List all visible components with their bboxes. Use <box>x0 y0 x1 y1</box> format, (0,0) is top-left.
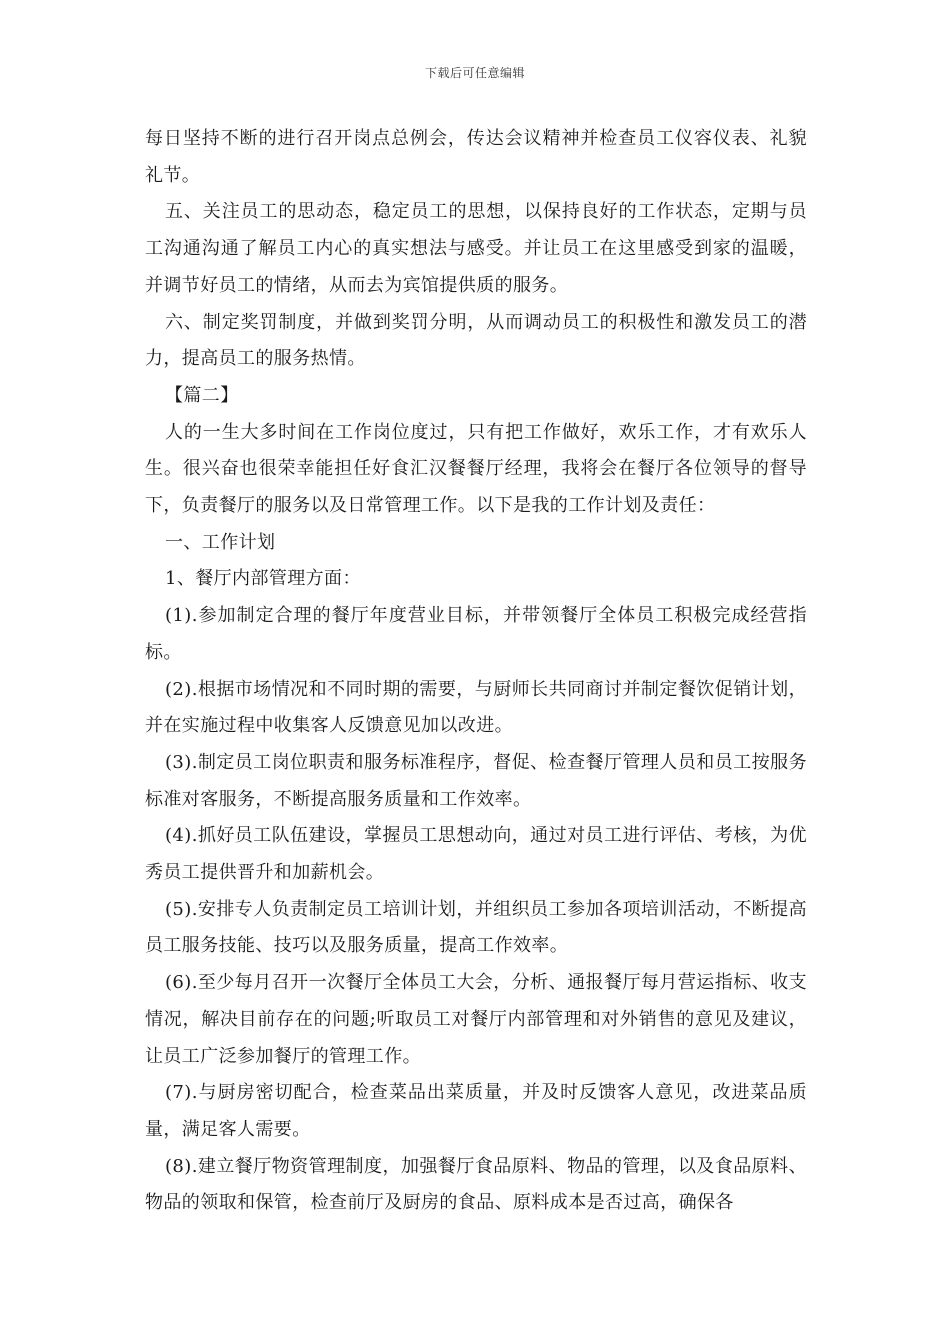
paragraph: 人的一生大多时间在工作岗位度过，只有把工作做好，欢乐工作，才有欢乐人生。很兴奋也很荣幸能担任好食汇汉餐餐厅经理，我将会在餐厅各位领导的督导下，负责餐厅的服务以及日常管理工作。以下是我的工作计划及责任： <box>145 421 807 517</box>
page-header: 下载后可任意编辑 <box>424 66 525 80</box>
document-body <box>145 121 807 1222</box>
paragraph: 六、制定奖罚制度，并做到奖罚分明，从而调动员工的积极性和激发员工的潜力，提高员工的服务热情。 <box>145 311 807 370</box>
paragraph: (2).根据市场情况和不同时期的需要，与厨师长共同商讨并制定餐饮促销计划，并在实施过程中收集客人反馈意见加以改进。 <box>145 678 807 737</box>
paragraph: (3).制定员工岗位职责和服务标准程序，督促、检查餐厅管理人员和员工按服务标准对客服务，不断提高服务质量和工作效率。 <box>145 751 807 810</box>
paragraph: (8).建立餐厅物资管理制度，加强餐厅食品原料、物品的管理，以及食品原料、物品的领取和保管，检查前厅及厨房的食品、原料成本是否过高，确保各 <box>145 1155 807 1214</box>
paragraph: 每日坚持不断的进行召开岗点总例会，传达会议精神并检查员工仪容仪表、礼貌礼节。 <box>145 128 807 186</box>
paragraph: 1、餐厅内部管理方面： <box>165 568 361 590</box>
paragraph: 一、工作计划 <box>165 531 276 553</box>
paragraph: (7).与厨房密切配合，检查菜品出菜质量，并及时反馈客人意见，改进菜品质量，满足客人需要。 <box>145 1082 807 1140</box>
paragraph: (4).抓好员工队伍建设，掌握员工思想动向，通过对员工进行评估、考核，为优秀员工提供晋升和加薪机会。 <box>145 825 807 884</box>
paragraph: (5).安排专人负责制定员工培训计划，并组织员工参加各项培训活动，不断提高员工服务技能、技巧以及服务质量，提高工作效率。 <box>145 898 807 957</box>
paragraph: (1).参加制定合理的餐厅年度营业目标，并带领餐厅全体员工积极完成经营指标。 <box>145 605 807 663</box>
paragraph: (6).至少每月召开一次餐厅全体员工大会，分析、通报餐厅每月营运指标、收支情况，解决目前存在的问题;听取员工对餐厅内部管理和对外销售的意见及建议，让员工广泛参加餐厅的管理工作。 <box>145 972 807 1067</box>
paragraph: 【篇二】 <box>165 384 239 406</box>
paragraph: 五、关注员工的思动态，稳定员工的思想，以保持良好的工作状态，定期与员工沟通沟通了解员工内心的真实想法与感受。并让员工在这里感受到家的温暖，并调节好员工的情绪，从而去为宾馆提供质的服务。 <box>145 201 807 296</box>
